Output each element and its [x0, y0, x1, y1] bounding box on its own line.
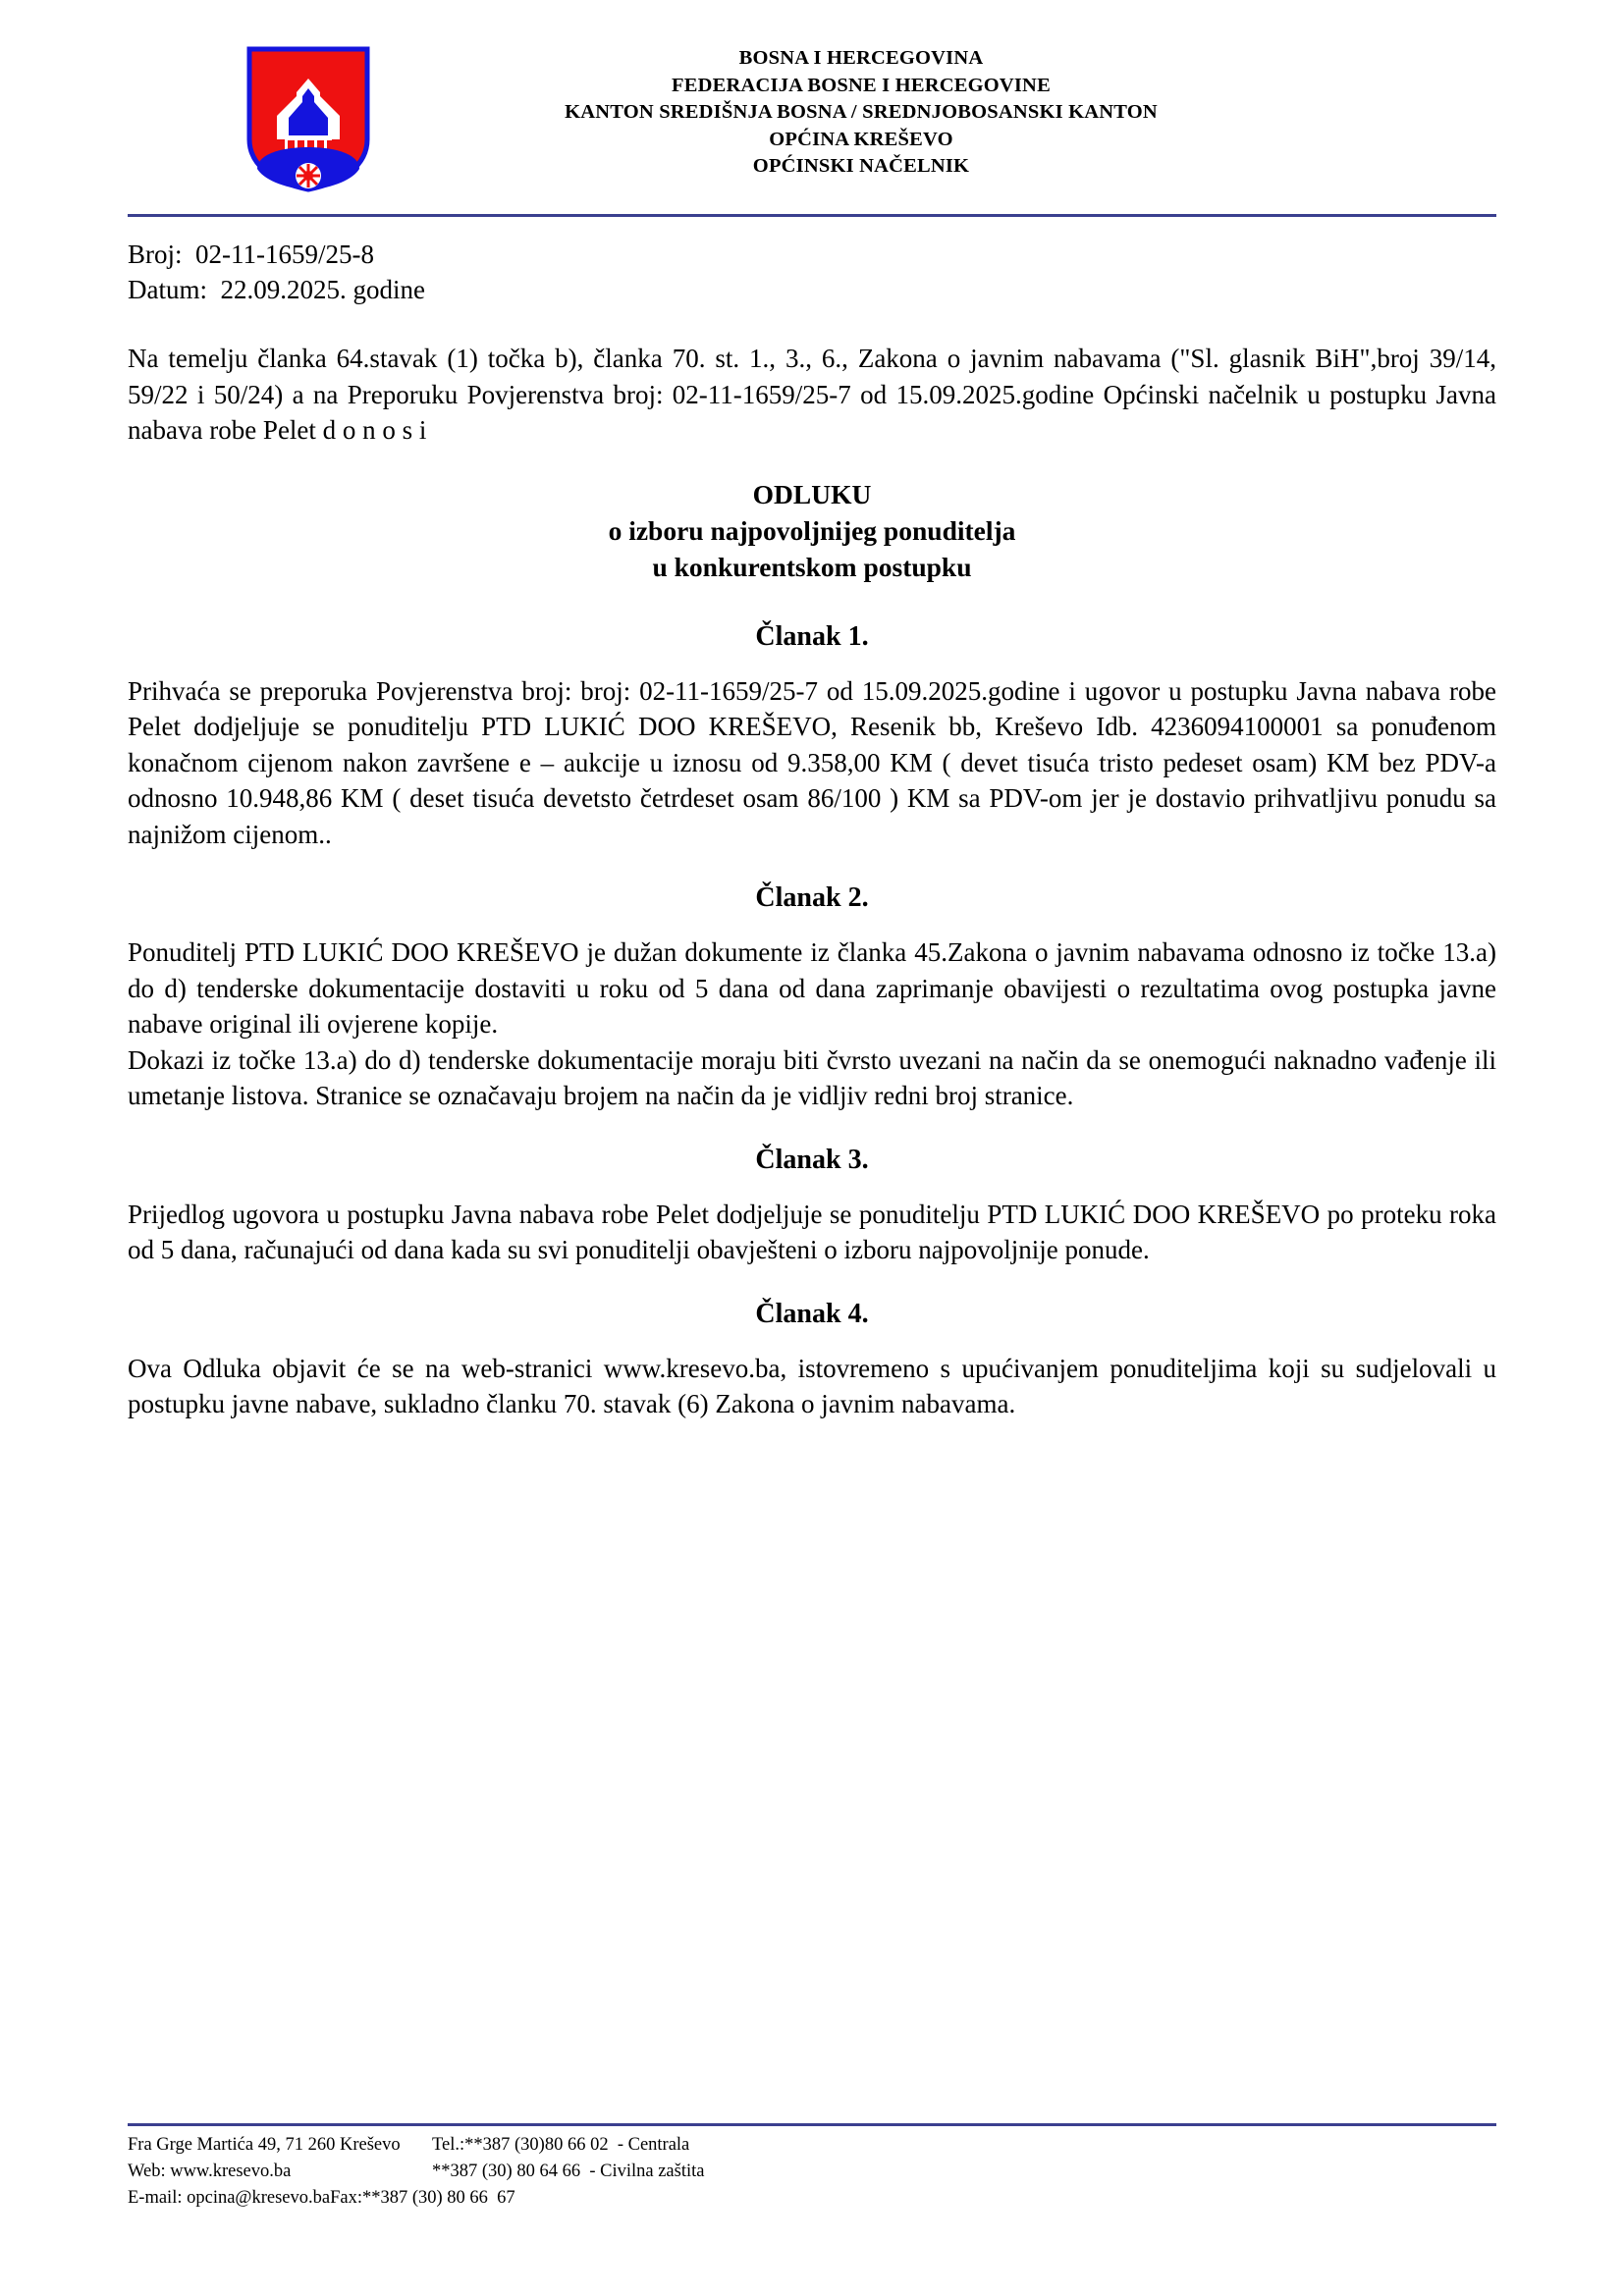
- intro-paragraph: Na temelju članka 64.stavak (1) točka b), članka 70. st. 1., 3., 6., Zakona o javnim nabavama ("Sl. glasnik BiH",broj 39/14, 59/22 i 50/24) a na Preporuku Povjerenstva broj: 02-11-1659/25-7 od 15.09.2025.godine Općinski načelnik u postupku Javna nabava robe Pelet d o n o s i: [128, 344, 1496, 445]
- article-2-paragraph-1: Ponuditelj PTD LUKIĆ DOO KREŠEVO je dužan dokumente iz članka 45.Zakona o javnim nabavama odnosno iz točke 13.a) do d) tenderske dokumentacije dostaviti u roku od 5 dana od dana zaprimanje obavijesti o rezultatima ovog postupka javne nabave original ili ovjerene kopije.: [128, 937, 1496, 1039]
- spacer: [128, 1268, 1496, 1296]
- header-divider: [128, 214, 1496, 217]
- org-line-office: OPĆINSKI NAČELNIK: [752, 155, 970, 177]
- footer-phone-central: Tel.:**387 (30)80 66 02 - Centrala: [432, 2135, 690, 2155]
- article-3-paragraph-1: Prijedlog ugovora u postupku Javna nabava robe Pelet dodjeljuje se ponuditelju PTD LUKIĆ DOO KREŠEVO po proteku roka od 5 dana, računajući od dana kada su svi ponuditelji obavješteni o izboru najpovoljnije ponude.: [128, 1199, 1496, 1264]
- spacer: [128, 585, 1496, 618]
- org-line-country: BOSNA I HERCEGOVINA: [738, 47, 984, 69]
- spacer: [128, 307, 1496, 341]
- spacer: [128, 1179, 1496, 1197]
- article-1-heading: Članak 1.: [755, 620, 869, 652]
- article-2-paragraph-2: Dokazi iz točke 13.a) do d) tenderske dokumentacije moraju biti čvrsto uvezani na način da se onemogući naknadno vađenje ili umetanje listova. Stranice se označavaju brojem na način da je vidljiv redni broj stranice.: [128, 1044, 1496, 1110]
- article-4-paragraph-1: Ova Odluka objavit će se na web-stranici www.kresevo.ba, istovremeno s upućivanjem ponuditeljima koji su sudjelovali u postupku javne nabave, sukladno članku 70. stavak (6) Zakona o javnim nabavama.: [128, 1353, 1496, 1418]
- decision-title-line-1: ODLUKU: [752, 478, 872, 509]
- letterhead: [0, 0, 1624, 192]
- org-line-federation: FEDERACIJA BOSNE I HERCEGOVINE: [672, 74, 1051, 96]
- org-line-canton: KANTON SREDIŠNJA BOSNA / SREDNJOBOSANSKI KANTON: [565, 101, 1158, 123]
- decision-title-line-2: o izboru najpovoljnijeg ponuditelja: [608, 514, 1016, 546]
- footer-address: Fra Grge Martića 49, 71 260 Kreševo: [128, 2135, 401, 2155]
- spacer: [128, 656, 1496, 673]
- footer-row: [128, 2132, 1496, 2159]
- org-line-municipality: OPĆINA KREŠEVO: [769, 128, 953, 150]
- document-date: Datum: 22.09.2025. godine: [128, 275, 425, 304]
- spacer: [128, 1114, 1496, 1142]
- spacer: [128, 917, 1496, 934]
- footer-website: Web: www.kresevo.ba: [128, 2162, 292, 2181]
- decision-title-line-3: u konkurentskom postupku: [652, 551, 972, 582]
- document-body: [128, 237, 1496, 1422]
- spacer: [128, 449, 1496, 476]
- footer-email-fax: E-mail: opcina@kresevo.baFax:**387 (30) 80 66 67: [128, 2188, 515, 2208]
- footer-divider: [128, 2123, 1496, 2126]
- footer: [128, 2132, 1496, 2212]
- crest-container: [0, 45, 393, 192]
- document-number: Broj: 02-11-1659/25-8: [128, 240, 374, 269]
- article-3-heading: Članak 3.: [755, 1144, 869, 1175]
- decision-title: [128, 476, 1496, 585]
- organization-heading: [393, 45, 1624, 181]
- article-1-paragraph-1: Prihvaća se preporuka Povjerenstva broj: broj: 02-11-1659/25-7 od 15.09.2025.godine i ugovor u postupku Javna nabava robe Pelet dodjeljuje se ponuditelju PTD LUKIĆ DOO KREŠEVO, Resenik bb, Kreševo Idb. 4236094100001 sa ponuđenom konačnom cijenom nakon završene e – aukcije u iznosu od 9.358,00 KM ( devet tisuća tristo pedeset osam) KM bez PDV-a odnosno 10.948,86 KM ( deset tisuća devetsto četrdeset osam 86/100 ) KM sa PDV-om jer je dostavio prihvatljivu ponudu sa najnižom cijenom..: [128, 675, 1496, 849]
- footer-phone-civil-protection: **387 (30) 80 64 66 - Civilna zaštita: [432, 2162, 705, 2181]
- spacer: [128, 1333, 1496, 1351]
- document-meta: [128, 237, 1496, 307]
- article-4-heading: Članak 4.: [755, 1298, 869, 1329]
- footer-row: [128, 2185, 1496, 2212]
- footer-row: [128, 2159, 1496, 2185]
- article-2-heading: Članak 2.: [755, 882, 869, 913]
- kresevo-coat-of-arms-icon: [245, 45, 371, 192]
- spacer: [128, 852, 1496, 880]
